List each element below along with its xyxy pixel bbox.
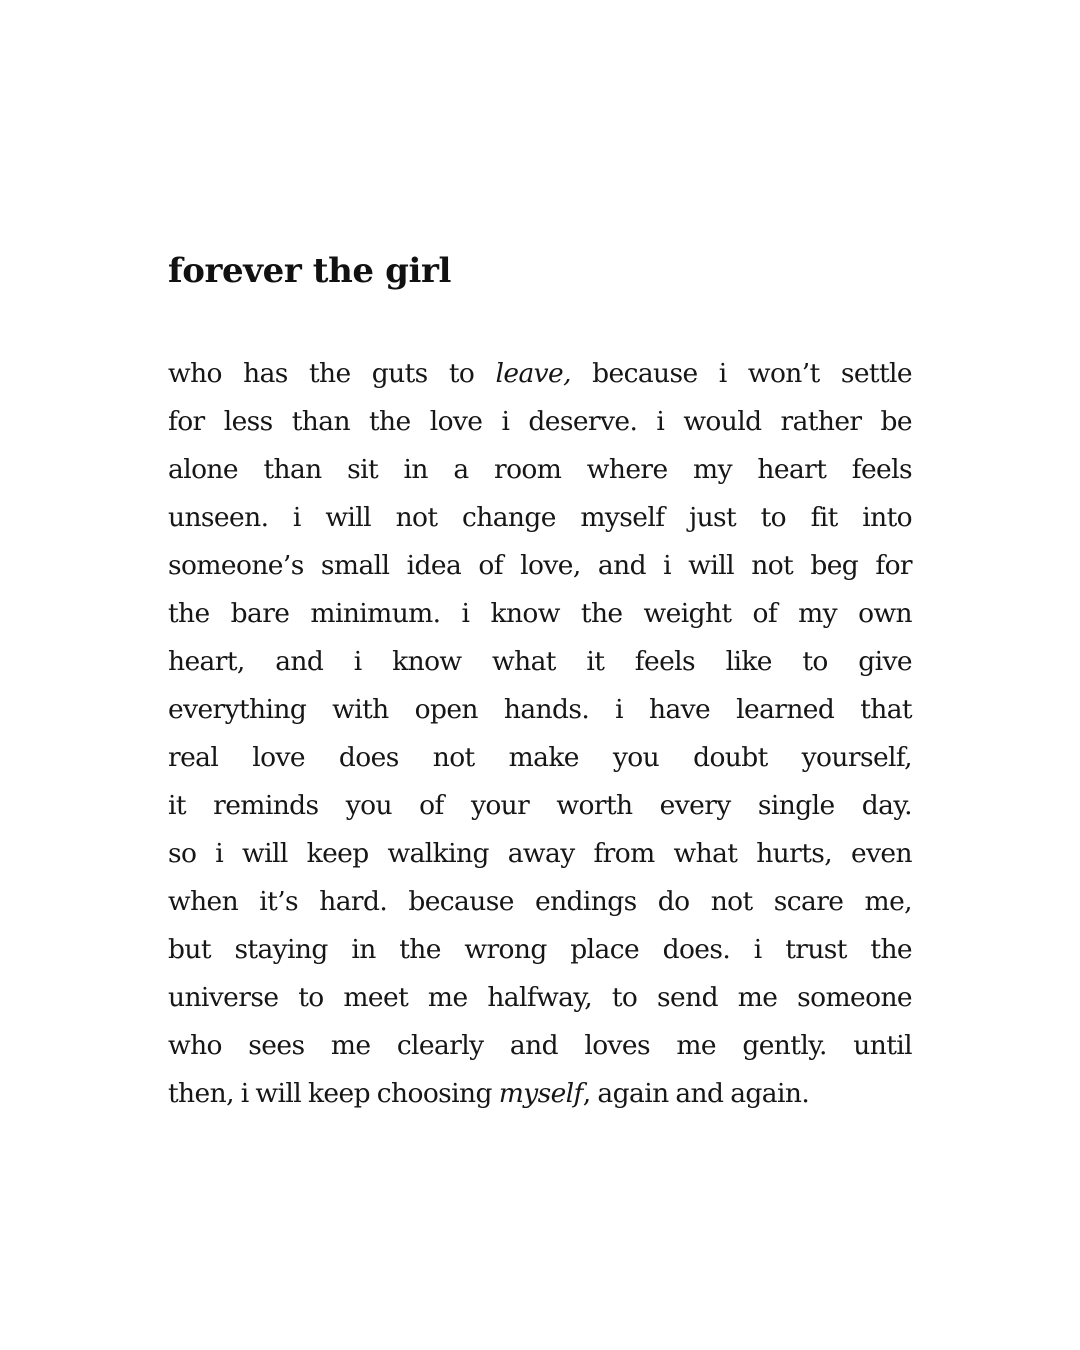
poem-line: it reminds you of your worth every single day. bbox=[168, 790, 912, 821]
poem-line bbox=[168, 350, 912, 398]
poem-line: heart, and i know what it feels like to give bbox=[168, 646, 912, 677]
poem-line: who sees me clearly and loves me gently. until bbox=[168, 1030, 912, 1061]
poem-line: for less than the love i deserve. i would rather be bbox=[168, 406, 912, 437]
emphasis-myself: myself bbox=[498, 1078, 583, 1109]
emphasis-leave: leave, bbox=[495, 358, 571, 389]
poem-text: then, i will keep choosing bbox=[168, 1078, 499, 1109]
poem-text: , again and again. bbox=[582, 1078, 810, 1109]
poem-line bbox=[168, 1070, 912, 1118]
poem-line: the bare minimum. i know the weight of my own bbox=[168, 598, 912, 629]
poem-text: who has the guts to bbox=[168, 358, 496, 389]
poem-text: because i won’t settle bbox=[570, 358, 912, 389]
poem-line: real love does not make you doubt yourself, bbox=[168, 742, 912, 773]
poem-line: universe to meet me halfway, to send me someone bbox=[168, 982, 912, 1013]
poem-line: when it’s hard. because endings do not scare me, bbox=[168, 886, 912, 917]
poem-line: so i will keep walking away from what hurts, even bbox=[168, 838, 912, 869]
poem-title: forever the girl bbox=[168, 251, 451, 291]
poem-page bbox=[168, 236, 912, 1118]
poem-body bbox=[168, 350, 912, 1118]
poem-line: but staying in the wrong place does. i trust the bbox=[168, 934, 912, 965]
poem-line: alone than sit in a room where my heart feels bbox=[168, 454, 912, 485]
poem-line: everything with open hands. i have learned that bbox=[168, 694, 912, 725]
poem-line: unseen. i will not change myself just to fit into bbox=[168, 502, 912, 533]
poem-line: someone’s small idea of love, and i will not beg for bbox=[168, 550, 912, 581]
